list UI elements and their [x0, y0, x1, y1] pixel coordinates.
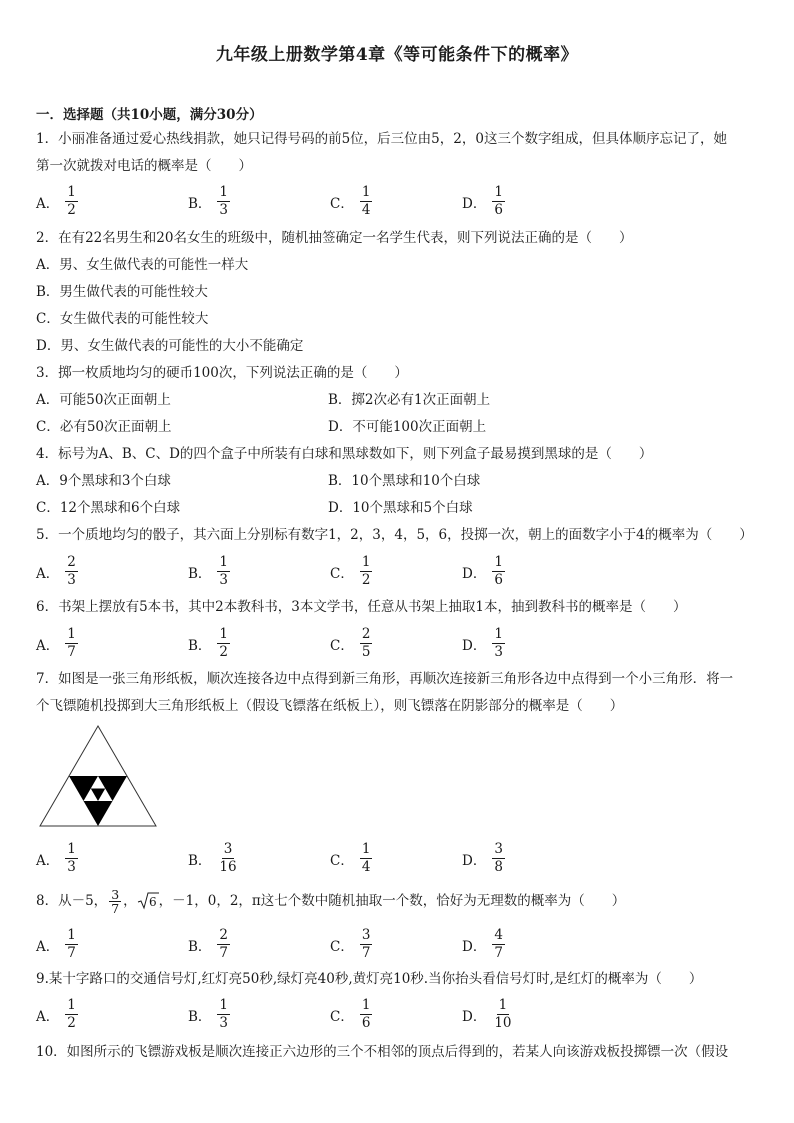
denominator: 3 — [219, 572, 229, 588]
option-label: C． — [330, 938, 354, 955]
option-label: A． — [36, 1008, 60, 1025]
fraction — [65, 998, 78, 1031]
q5-stem: 5．一个质地均匀的骰子，其六面上分别标有数字1，2，3，4，5，6，投掷一次，朝上的面数字小于4的概率为（ ） — [36, 527, 753, 543]
q2-option-a[interactable]: A．男、女生做代表的可能性一样大 — [36, 257, 249, 273]
q1-options — [36, 185, 760, 225]
q8-separator: ， — [123, 893, 137, 909]
fraction — [360, 185, 373, 218]
denominator: 3 — [219, 1015, 229, 1031]
radical-sign — [137, 892, 159, 910]
numerator: 1 — [219, 184, 229, 200]
q8-option-a[interactable] — [36, 928, 78, 961]
option-label: D． — [462, 852, 487, 869]
q3-stem: 3．掷一枚质地均匀的硬币100次，下列说法正确的是（ ） — [36, 365, 408, 381]
q3-option-d[interactable]: D．不可能100次正面朝上 — [328, 419, 487, 435]
numerator: 3 — [111, 886, 120, 902]
q1-option-d[interactable] — [462, 185, 505, 218]
q8-stem-pre: 8．从－5， — [36, 893, 108, 909]
fraction — [65, 928, 78, 961]
numerator: 1 — [67, 184, 76, 200]
option-label: B． — [188, 565, 212, 582]
denominator: 2 — [67, 1015, 76, 1031]
fraction — [360, 928, 373, 961]
q3-option-a[interactable]: A．可能50次正面朝上 — [36, 392, 171, 408]
numerator: 1 — [67, 997, 76, 1013]
q1-option-a[interactable] — [36, 185, 78, 218]
option-label: B． — [188, 1008, 212, 1025]
denominator: 2 — [361, 572, 371, 588]
q9-option-b[interactable] — [188, 998, 230, 1031]
denominator: 3 — [219, 202, 229, 218]
numerator: 1 — [494, 554, 503, 570]
fraction — [217, 842, 238, 875]
nested-triangles-diagram — [38, 724, 158, 830]
q7-options — [36, 842, 760, 882]
numerator: 1 — [361, 184, 371, 200]
denominator: 4 — [361, 859, 371, 875]
q7-stem-line1: 7．如图是一张三角形纸板，顺次连接各边中点得到新三角形，再顺次连接新三角形各边中点得到一个小三角形．将一 — [36, 671, 734, 687]
numerator: 1 — [494, 626, 503, 642]
denominator: 3 — [67, 859, 76, 875]
numerator: 1 — [67, 626, 76, 642]
q6-option-a[interactable] — [36, 627, 78, 660]
denominator: 4 — [361, 202, 371, 218]
sqrt-expression — [137, 892, 159, 911]
fraction — [217, 185, 230, 218]
option-label: B． — [188, 637, 212, 654]
numerator: 4 — [494, 927, 503, 943]
fraction — [360, 627, 373, 660]
option-label: A． — [36, 637, 60, 654]
q4-option-c[interactable]: C．12个黑球和6个白球 — [36, 500, 181, 516]
q6-options — [36, 627, 760, 667]
q10-stem-line1: 10．如图所示的飞镖游戏板是顺次连接正六边形的三个不相邻的顶点后得到的，若某人向该游戏板投掷镖一次（假设 — [36, 1044, 729, 1060]
option-label: B． — [188, 852, 212, 869]
numerator: 1 — [494, 184, 503, 200]
q1-option-c[interactable] — [330, 185, 372, 218]
denominator: 16 — [219, 859, 237, 875]
q7-stem-line2: 个飞镖随机投掷到大三角形纸板上（假设飞镖落在纸板上），则飞镖落在阴影部分的概率是（ ） — [36, 698, 624, 714]
numerator: 1 — [219, 626, 229, 642]
numerator: 1 — [219, 554, 229, 570]
q9-stem: 9.某十字路口的交通信号灯,红灯亮50秒,绿灯亮40秒,黄灯亮10秒.当你抬头看信号灯时,是红灯的概率为（ ） — [36, 971, 703, 987]
q8-stem — [36, 884, 760, 918]
denominator: 5 — [361, 644, 371, 660]
denominator: 3 — [494, 644, 503, 660]
q5-option-c[interactable] — [330, 555, 372, 588]
option-label: C． — [330, 195, 354, 212]
numerator: 1 — [67, 841, 76, 857]
option-label: D． — [462, 565, 487, 582]
option-label: D． — [462, 938, 487, 955]
denominator: 2 — [219, 644, 229, 660]
q3-option-c[interactable]: C．必有50次正面朝上 — [36, 419, 172, 435]
section-heading: 一．选择题（共10小题，满分30分） — [36, 107, 263, 123]
q6-option-d[interactable] — [462, 627, 505, 660]
q7-option-c[interactable] — [330, 842, 372, 875]
q5-options — [36, 555, 760, 595]
option-label: A． — [36, 565, 60, 582]
denominator: 7 — [494, 945, 503, 961]
option-label: C． — [330, 852, 354, 869]
q2-option-b[interactable]: B．男生做代表的可能性较大 — [36, 284, 208, 300]
option-label: A． — [36, 195, 60, 212]
q4-option-b[interactable]: B．10个黑球和10个白球 — [328, 473, 481, 489]
option-label: A． — [36, 852, 60, 869]
numerator: 2 — [67, 554, 76, 570]
q2-option-c[interactable]: C．女生做代表的可能性较大 — [36, 311, 209, 327]
fraction — [65, 842, 78, 875]
denominator: 6 — [361, 1015, 371, 1031]
q7-option-a[interactable] — [36, 842, 78, 875]
q6-stem: 6．书架上摆放有5本书，其中2本教科书，3本文学书，任意从书架上抽取1本，抽到教科书的概率是（ ） — [36, 599, 687, 615]
fraction — [360, 998, 373, 1031]
fraction — [217, 627, 230, 660]
q4-stem: 4．标号为A、B、C、D的四个盒子中所装有白球和黑球数如下，则下列盒子最易摸到黑球的是（ ） — [36, 446, 653, 462]
q2-stem: 2．在有22名男生和20名女生的班级中，随机抽签确定一名学生代表，则下列说法正确的是（ ） — [36, 230, 633, 246]
fraction — [65, 627, 78, 660]
option-label: D． — [462, 195, 487, 212]
q3-option-b[interactable]: B．掷2次必有1次正面朝上 — [328, 392, 491, 408]
q8-options — [36, 928, 760, 968]
numerator: 3 — [223, 841, 233, 857]
q1-option-b[interactable] — [188, 185, 230, 218]
q9-option-a[interactable] — [36, 998, 78, 1031]
numerator: 1 — [67, 927, 76, 943]
q9-options — [36, 998, 760, 1038]
option-label: C． — [330, 565, 354, 582]
denominator: 7 — [67, 644, 76, 660]
numerator: 2 — [361, 626, 371, 642]
denominator: 7 — [67, 945, 76, 961]
q9-option-d[interactable] — [462, 998, 514, 1031]
q8-option-d[interactable] — [462, 928, 505, 961]
fraction — [360, 555, 373, 588]
numerator: 1 — [361, 841, 371, 857]
option-label: A． — [36, 938, 60, 955]
q4-option-a[interactable]: A．9个黑球和3个白球 — [36, 473, 171, 489]
fraction — [217, 998, 230, 1031]
q2-option-d[interactable]: D．男、女生做代表的可能性的大小不能确定 — [36, 338, 304, 354]
denominator: 6 — [494, 572, 503, 588]
q5-option-a[interactable] — [36, 555, 78, 588]
q5-option-b[interactable] — [188, 555, 230, 588]
q1-stem-line1: 1．小丽准备通过爱心热线捐款，她只记得号码的前5位，后三位由5，2，0这三个数字组成，但具体顺序忘记了，她 — [36, 131, 727, 147]
denominator: 7 — [111, 900, 120, 916]
fraction — [217, 555, 230, 588]
q9-option-c[interactable] — [330, 998, 372, 1031]
denominator: 8 — [494, 859, 503, 875]
fraction — [65, 555, 78, 588]
numerator: 1 — [219, 997, 229, 1013]
fraction — [360, 842, 373, 875]
fraction — [492, 998, 513, 1031]
q8-stem-post: ，－1，0，2，π这七个数中随机抽取一个数，恰好为无理数的概率为（ ） — [158, 893, 626, 909]
fraction — [492, 928, 505, 961]
option-label: B． — [188, 938, 212, 955]
q6-option-c[interactable] — [330, 627, 372, 660]
q7-option-d[interactable] — [462, 842, 505, 875]
fraction — [492, 842, 505, 875]
numerator: 2 — [219, 927, 229, 943]
radicand: 6 — [148, 895, 157, 910]
fraction — [492, 185, 505, 218]
denominator: 10 — [494, 1015, 512, 1031]
q8-option-c[interactable] — [330, 928, 372, 961]
denominator: 3 — [67, 572, 76, 588]
option-label: C． — [330, 637, 354, 654]
fraction — [217, 928, 230, 961]
q5-option-d[interactable] — [462, 555, 505, 588]
option-label: C． — [330, 1008, 354, 1025]
q1-stem-line2: 第一次就拨对电话的概率是（ ） — [36, 158, 252, 174]
numerator: 1 — [498, 997, 508, 1013]
q8-option-b[interactable] — [188, 928, 230, 961]
q4-option-d[interactable]: D．10个黑球和5个白球 — [328, 500, 473, 516]
numerator: 3 — [494, 841, 503, 857]
denominator: 7 — [361, 945, 371, 961]
fraction — [492, 555, 505, 588]
q7-option-b[interactable] — [188, 842, 239, 875]
denominator: 6 — [494, 202, 503, 218]
page-title: 九年级上册数学第4章《等可能条件下的概率》 — [215, 45, 579, 65]
fraction — [492, 627, 505, 660]
inline-fraction — [109, 888, 121, 915]
triangle-figure — [38, 724, 158, 834]
q6-option-b[interactable] — [188, 627, 230, 660]
numerator: 1 — [361, 997, 371, 1013]
numerator: 3 — [361, 927, 371, 943]
option-label: D． — [462, 637, 487, 654]
denominator: 2 — [67, 202, 76, 218]
fraction — [65, 185, 78, 218]
option-label: B． — [188, 195, 212, 212]
option-label: D． — [462, 1008, 487, 1025]
denominator: 7 — [219, 945, 229, 961]
numerator: 1 — [361, 554, 371, 570]
